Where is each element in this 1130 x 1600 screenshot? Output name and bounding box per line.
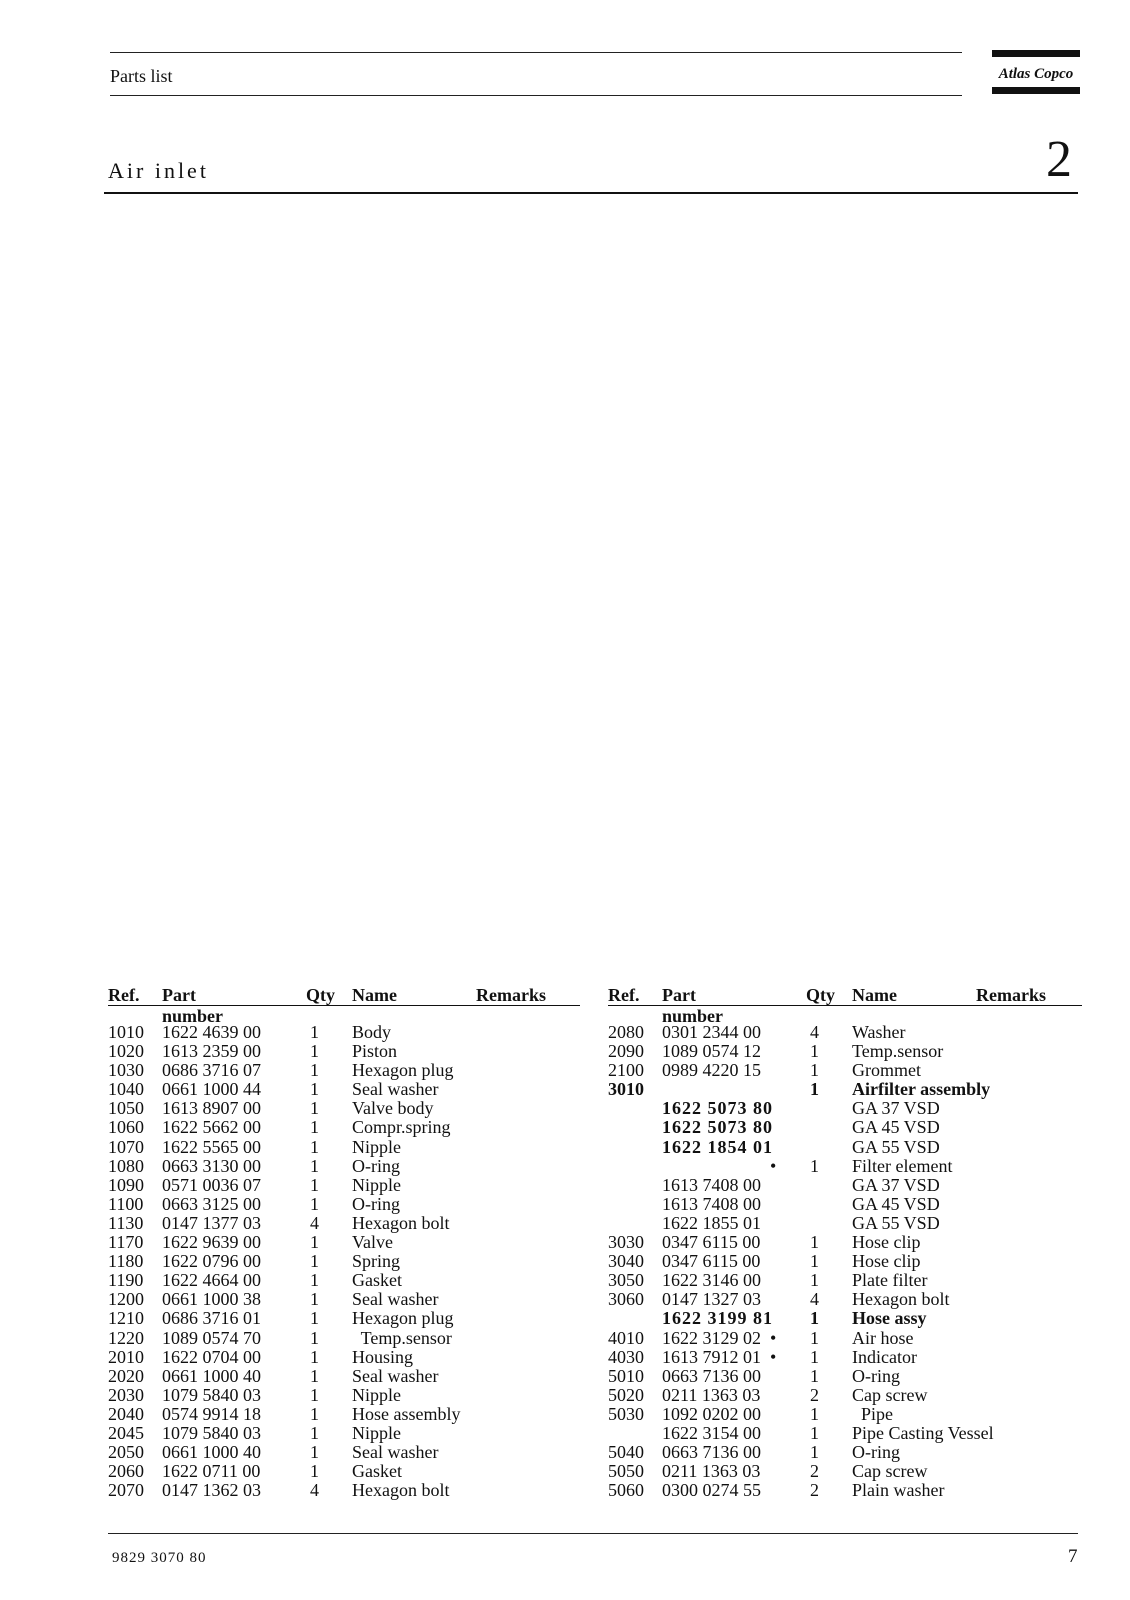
name-cell: Hexagon bolt — [352, 1212, 450, 1233]
ref-cell: 5010 — [608, 1365, 644, 1386]
name-cell: Air hose — [852, 1327, 914, 1348]
qty-cell: 1 — [310, 1251, 319, 1272]
ref-cell: 1060 — [108, 1117, 144, 1138]
name-cell: Nipple — [352, 1384, 401, 1405]
qty-cell: 1 — [810, 1308, 819, 1329]
name-cell: Valve — [352, 1232, 393, 1253]
qty-cell: 1 — [810, 1155, 819, 1176]
name-cell: Pipe — [852, 1403, 894, 1424]
blank-figure-area — [104, 200, 1078, 970]
ref-cell: 1040 — [108, 1079, 144, 1100]
name-cell: Pipe Casting Vessel — [852, 1422, 994, 1443]
part-number-cell: 0661 1000 40 — [162, 1442, 261, 1463]
part-number-cell: 1622 3199 81 — [662, 1308, 773, 1329]
name-cell: Hose clip — [852, 1232, 921, 1253]
name-cell: Grommet — [852, 1060, 921, 1081]
ref-cell: 2050 — [108, 1442, 144, 1463]
part-number-cell: 1622 3154 00 — [662, 1422, 761, 1443]
qty-cell: 1 — [310, 1136, 319, 1157]
ref-cell: 2045 — [108, 1422, 144, 1443]
part-number-cell: 0663 3125 00 — [162, 1193, 261, 1214]
col-ref-header: Ref. — [108, 985, 140, 1005]
part-number-cell: 1089 0574 70 — [162, 1327, 261, 1348]
part-number-cell: 1613 7408 00 — [662, 1174, 761, 1195]
part-number-cell: 1622 5565 00 — [162, 1136, 261, 1157]
qty-cell: 1 — [310, 1232, 319, 1253]
qty-cell: 1 — [810, 1270, 819, 1291]
name-cell: Hose assembly — [352, 1403, 461, 1424]
name-cell: Nipple — [352, 1422, 401, 1443]
qty-cell: 1 — [810, 1442, 819, 1463]
part-number-cell: 0211 1363 03 — [662, 1384, 761, 1405]
qty-cell: 2 — [810, 1461, 819, 1482]
col-qty-header: Qty — [806, 985, 835, 1005]
footer-rule — [108, 1533, 1078, 1534]
part-number-cell: 0989 4220 15 — [662, 1060, 761, 1081]
part-number-cell: 1622 1854 01 — [662, 1136, 773, 1157]
ref-cell: 2090 — [608, 1041, 644, 1062]
name-cell: O-ring — [852, 1442, 900, 1463]
name-cell: O-ring — [352, 1193, 400, 1214]
part-number-cell: 1613 2359 00 — [162, 1041, 261, 1062]
part-number-cell: 1622 5662 00 — [162, 1117, 261, 1138]
part-number-cell: 0147 1377 03 — [162, 1212, 261, 1233]
qty-cell: 1 — [310, 1193, 319, 1214]
ref-cell: 2020 — [108, 1365, 144, 1386]
qty-cell: 1 — [810, 1422, 819, 1443]
part-number-cell: 0663 3130 00 — [162, 1155, 261, 1176]
name-cell: Hexagon plug — [352, 1308, 454, 1329]
part-number-cell: 1622 0796 00 — [162, 1251, 261, 1272]
ref-cell: 2010 — [108, 1346, 144, 1367]
ref-cell: 3030 — [608, 1232, 644, 1253]
name-cell: Compr.spring — [352, 1117, 451, 1138]
part-number-cell: 1622 9639 00 — [162, 1232, 261, 1253]
name-cell: Cap screw — [852, 1384, 928, 1405]
qty-cell: 1 — [310, 1155, 319, 1176]
name-cell: GA 45 VSD — [852, 1117, 940, 1138]
ref-cell: 1080 — [108, 1155, 144, 1176]
bullet-marker: • — [770, 1155, 777, 1176]
qty-cell: 1 — [310, 1461, 319, 1482]
part-number-cell: 1622 4639 00 — [162, 1022, 261, 1042]
name-cell: Washer — [852, 1022, 906, 1042]
ref-cell: 2070 — [108, 1480, 144, 1501]
ref-cell: 1190 — [108, 1270, 144, 1291]
ref-cell: 3050 — [608, 1270, 644, 1291]
section-title: Air inlet — [108, 158, 209, 183]
qty-cell: 2 — [810, 1480, 819, 1501]
part-number-cell: 0661 1000 44 — [162, 1079, 261, 1100]
bullet-marker: • — [770, 1327, 777, 1348]
name-cell: GA 55 VSD — [852, 1136, 940, 1157]
part-number-cell: 1092 0202 00 — [662, 1403, 761, 1424]
name-cell: Hexagon bolt — [352, 1480, 450, 1501]
name-cell: Valve body — [352, 1098, 434, 1119]
name-cell: Body — [352, 1022, 392, 1042]
ref-cell: 1210 — [108, 1308, 144, 1329]
ref-cell: 3040 — [608, 1251, 644, 1272]
ref-cell: 1200 — [108, 1289, 144, 1310]
qty-cell: 1 — [310, 1365, 319, 1386]
name-cell: Temp.sensor — [352, 1327, 452, 1348]
qty-cell: 1 — [310, 1098, 319, 1119]
part-number-cell: 0661 1000 40 — [162, 1365, 261, 1386]
qty-cell: 1 — [810, 1365, 819, 1386]
qty-cell: 1 — [310, 1270, 319, 1291]
part-number-cell: 0571 0036 07 — [162, 1174, 261, 1195]
ref-cell: 1100 — [108, 1193, 144, 1214]
ref-cell: 5030 — [608, 1403, 644, 1424]
ref-cell: 5020 — [608, 1384, 644, 1405]
col-name-header: Name — [352, 985, 397, 1005]
ref-cell: 2060 — [108, 1461, 144, 1482]
qty-cell: 1 — [310, 1403, 319, 1424]
part-number-cell: 1613 8907 00 — [162, 1098, 261, 1119]
part-number-cell: 0147 1327 03 — [662, 1289, 761, 1310]
ref-cell: 1220 — [108, 1327, 144, 1348]
name-cell: Seal washer — [352, 1365, 439, 1386]
ref-cell: 1130 — [108, 1212, 144, 1233]
qty-cell: 1 — [810, 1079, 819, 1100]
name-cell: Hose clip — [852, 1251, 921, 1272]
col-qty-header: Qty — [306, 985, 335, 1005]
qty-cell: 1 — [810, 1041, 819, 1062]
name-cell: Plain washer — [852, 1480, 945, 1501]
qty-cell: 1 — [310, 1346, 319, 1367]
part-number-cell: 1079 5840 03 — [162, 1384, 261, 1405]
part-number-cell: 1622 3129 02 — [662, 1327, 761, 1348]
part-number-cell: 1622 0711 00 — [162, 1461, 261, 1482]
qty-cell: 1 — [810, 1232, 819, 1253]
col-name-header: Name — [852, 985, 897, 1005]
part-number-cell: 1613 7408 00 — [662, 1193, 761, 1214]
qty-cell: 1 — [310, 1422, 319, 1443]
part-number-cell: 0661 1000 38 — [162, 1289, 261, 1310]
qty-cell: 1 — [310, 1327, 319, 1348]
part-number-cell: 1622 3146 00 — [662, 1270, 761, 1291]
qty-cell: 4 — [810, 1022, 819, 1042]
name-cell: GA 45 VSD — [852, 1193, 940, 1214]
ref-cell: 1070 — [108, 1136, 144, 1157]
col-part-number-header: Part number — [162, 985, 224, 1026]
name-cell: Nipple — [352, 1174, 401, 1195]
qty-cell: 1 — [310, 1041, 319, 1062]
name-cell: Filter element — [852, 1155, 953, 1176]
name-cell: Gasket — [352, 1461, 402, 1482]
name-cell: Hexagon plug — [352, 1060, 454, 1081]
name-cell: Plate filter — [852, 1270, 928, 1291]
ref-cell: 1050 — [108, 1098, 144, 1119]
qty-cell: 1 — [810, 1327, 819, 1348]
part-number-cell: 1622 1855 01 — [662, 1212, 761, 1233]
table-header-rule — [608, 1005, 1082, 1006]
name-cell: Airfilter assembly — [852, 1079, 991, 1100]
qty-cell: 1 — [310, 1384, 319, 1405]
ref-cell: 2040 — [108, 1403, 144, 1424]
ref-cell: 2030 — [108, 1384, 144, 1405]
part-number-cell: 0300 0274 55 — [662, 1480, 761, 1501]
part-number-cell: 1089 0574 12 — [662, 1041, 761, 1062]
ref-cell: 1030 — [108, 1060, 144, 1081]
ref-cell: 1010 — [108, 1022, 144, 1042]
name-cell: Nipple — [352, 1136, 401, 1157]
qty-cell: 1 — [310, 1060, 319, 1081]
part-number-cell: 1622 4664 00 — [162, 1270, 261, 1291]
ref-cell: 1020 — [108, 1041, 144, 1062]
qty-cell: 1 — [310, 1308, 319, 1329]
name-cell: Seal washer — [352, 1289, 439, 1310]
ref-cell: 4030 — [608, 1346, 644, 1367]
qty-cell: 1 — [310, 1117, 319, 1138]
part-number-cell: 1622 5073 80 — [662, 1098, 773, 1119]
ref-cell: 2080 — [608, 1022, 644, 1042]
part-number-cell: 0686 3716 07 — [162, 1060, 261, 1081]
svg-text:Atlas Copco: Atlas Copco — [998, 66, 1074, 82]
name-cell: Hexagon bolt — [852, 1289, 950, 1310]
part-number-cell: 0301 2344 00 — [662, 1022, 761, 1042]
name-cell: Seal washer — [352, 1442, 439, 1463]
section-rule — [104, 192, 1078, 194]
ref-cell: 1090 — [108, 1174, 144, 1195]
part-number-cell: 0347 6115 00 — [662, 1232, 761, 1253]
ref-cell: 1170 — [108, 1232, 144, 1253]
part-number-cell: 1613 7912 01 — [662, 1346, 761, 1367]
name-cell: Spring — [352, 1251, 401, 1272]
qty-cell: 4 — [810, 1289, 819, 1310]
name-cell: Seal washer — [352, 1079, 439, 1100]
col-ref-header: Ref. — [608, 985, 640, 1005]
name-cell: GA 37 VSD — [852, 1174, 940, 1195]
col-remarks-header: Remarks — [476, 985, 546, 1005]
name-cell: GA 55 VSD — [852, 1212, 940, 1233]
section-number: 2 — [1046, 131, 1072, 188]
qty-cell: 1 — [310, 1022, 319, 1042]
header-bottom-rule — [110, 95, 962, 96]
ref-cell: 5040 — [608, 1442, 644, 1463]
qty-cell: 1 — [810, 1060, 819, 1081]
part-number-cell: 1079 5840 03 — [162, 1422, 261, 1443]
part-number-cell: 1622 0704 00 — [162, 1346, 261, 1367]
col-part-number-header: Part number — [662, 985, 724, 1026]
qty-cell: 1 — [810, 1346, 819, 1367]
ref-cell: 3010 — [608, 1079, 644, 1100]
part-number-cell: 0663 7136 00 — [662, 1442, 761, 1463]
name-cell: Hose assy — [852, 1308, 927, 1329]
ref-cell: 1180 — [108, 1251, 144, 1272]
ref-cell: 3060 — [608, 1289, 644, 1310]
part-number-cell: 0211 1363 03 — [662, 1461, 761, 1482]
qty-cell: 1 — [810, 1251, 819, 1272]
ref-cell: 5050 — [608, 1461, 644, 1482]
qty-cell: 1 — [310, 1442, 319, 1463]
name-cell: Housing — [352, 1346, 414, 1367]
qty-cell: 1 — [310, 1079, 319, 1100]
qty-cell: 4 — [310, 1212, 319, 1233]
ref-cell: 5060 — [608, 1480, 644, 1501]
part-number-cell: 0347 6115 00 — [662, 1251, 761, 1272]
name-cell: Temp.sensor — [852, 1041, 944, 1062]
part-number-cell: 0663 7136 00 — [662, 1365, 761, 1386]
col-remarks-header: Remarks — [976, 985, 1046, 1005]
name-cell: GA 37 VSD — [852, 1098, 940, 1119]
name-cell: Piston — [352, 1041, 398, 1062]
name-cell: Cap screw — [852, 1461, 928, 1482]
part-number-cell: 0574 9914 18 — [162, 1403, 261, 1424]
document-label: Parts list — [110, 66, 173, 86]
part-number-cell: 0147 1362 03 — [162, 1480, 261, 1501]
name-cell: Gasket — [352, 1270, 402, 1291]
document-number: 9829 3070 80 — [112, 1550, 207, 1566]
qty-cell: 1 — [310, 1289, 319, 1310]
ref-cell: 2100 — [608, 1060, 644, 1081]
name-cell: O-ring — [852, 1365, 900, 1386]
name-cell: O-ring — [352, 1155, 400, 1176]
qty-cell: 1 — [310, 1174, 319, 1195]
qty-cell: 1 — [810, 1403, 819, 1424]
part-number-cell: 0686 3716 01 — [162, 1308, 261, 1329]
qty-cell: 4 — [310, 1480, 319, 1501]
page-number: 7 — [1068, 1546, 1078, 1567]
atlas-copco-logo — [992, 50, 1080, 94]
ref-cell: 4010 — [608, 1327, 644, 1348]
qty-cell: 2 — [810, 1384, 819, 1405]
bullet-marker: • — [770, 1346, 777, 1367]
table-header-rule — [108, 1005, 580, 1006]
header-top-rule — [110, 52, 962, 53]
part-number-cell: 1622 5073 80 — [662, 1117, 773, 1138]
name-cell: Indicator — [852, 1346, 917, 1367]
